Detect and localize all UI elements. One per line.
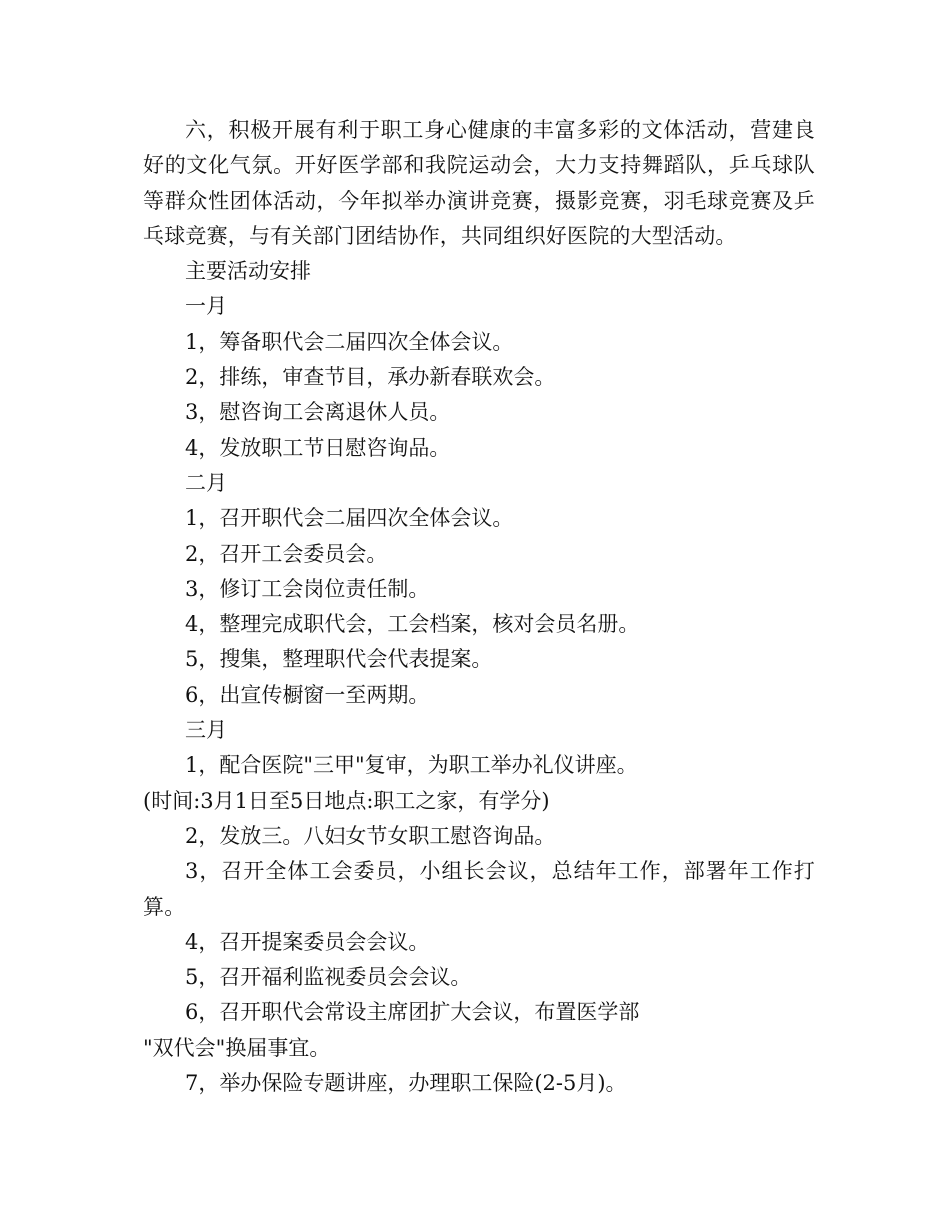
list-item: 2，发放三。八妇女节女职工慰咨询品。 xyxy=(185,823,556,848)
list-item: 5，搜集，整理职代会代表提案。 xyxy=(185,647,493,672)
list-item: 3，慰咨询工会离退休人员。 xyxy=(185,400,451,425)
list-item: 3，修订工会岗位责任制。 xyxy=(185,576,430,601)
schedule-title: 主要活动安排 xyxy=(185,259,311,284)
document-body xyxy=(143,113,815,1101)
list-item: 7，举办保险专题讲座，办理职工保险(2-5月)。 xyxy=(185,1071,627,1096)
list-item: 3，召开全体工会委员，小组长会议，总结年工作，部署年工作打算。 xyxy=(143,859,815,919)
list-item: 1，召开职代会二届四次全体会议。 xyxy=(185,506,514,531)
list-item: 2，排练，审查节目，承办新春联欢会。 xyxy=(185,365,556,390)
paragraph-6: 六，积极开展有利于职工身心健康的丰富多彩的文体活动，营建良好的文化气氛。开好医学部和我院运动会，大力支持舞蹈队，乒乓球队等群众性团体活动，今年拟举办演讲竞赛，摄影竞赛，羽毛球竞赛及乒乓球竞赛，与有关部门团结协作，共同组织好医院的大型活动。 xyxy=(143,118,815,248)
list-item: 1，筹备职代会二届四次全体会议。 xyxy=(185,329,514,354)
month-heading-march: 三月 xyxy=(185,718,227,743)
list-item: 4，整理完成职代会，工会档案，核对会员名册。 xyxy=(185,612,640,637)
list-item: 5，召开福利监视委员会会议。 xyxy=(185,965,472,990)
list-item: 6，出宣传橱窗一至两期。 xyxy=(185,682,430,707)
list-item-note: (时间:3月1日至5日地点:职工之家，有学分) xyxy=(143,788,550,813)
list-item: 4，发放职工节日慰咨询品。 xyxy=(185,435,451,460)
list-item: 2，召开工会委员会。 xyxy=(185,541,388,566)
list-item: 1，配合医院"三甲"复审，为职工举办礼仪讲座。 xyxy=(185,753,638,778)
month-heading-february: 二月 xyxy=(185,470,227,495)
list-item: 4，召开提案委员会会议。 xyxy=(185,929,430,954)
list-item-continuation: "双代会"换届事宜。 xyxy=(143,1035,331,1060)
list-item: 6，召开职代会常设主席团扩大会议，布置医学部 xyxy=(185,1000,640,1025)
month-heading-january: 一月 xyxy=(185,294,227,319)
